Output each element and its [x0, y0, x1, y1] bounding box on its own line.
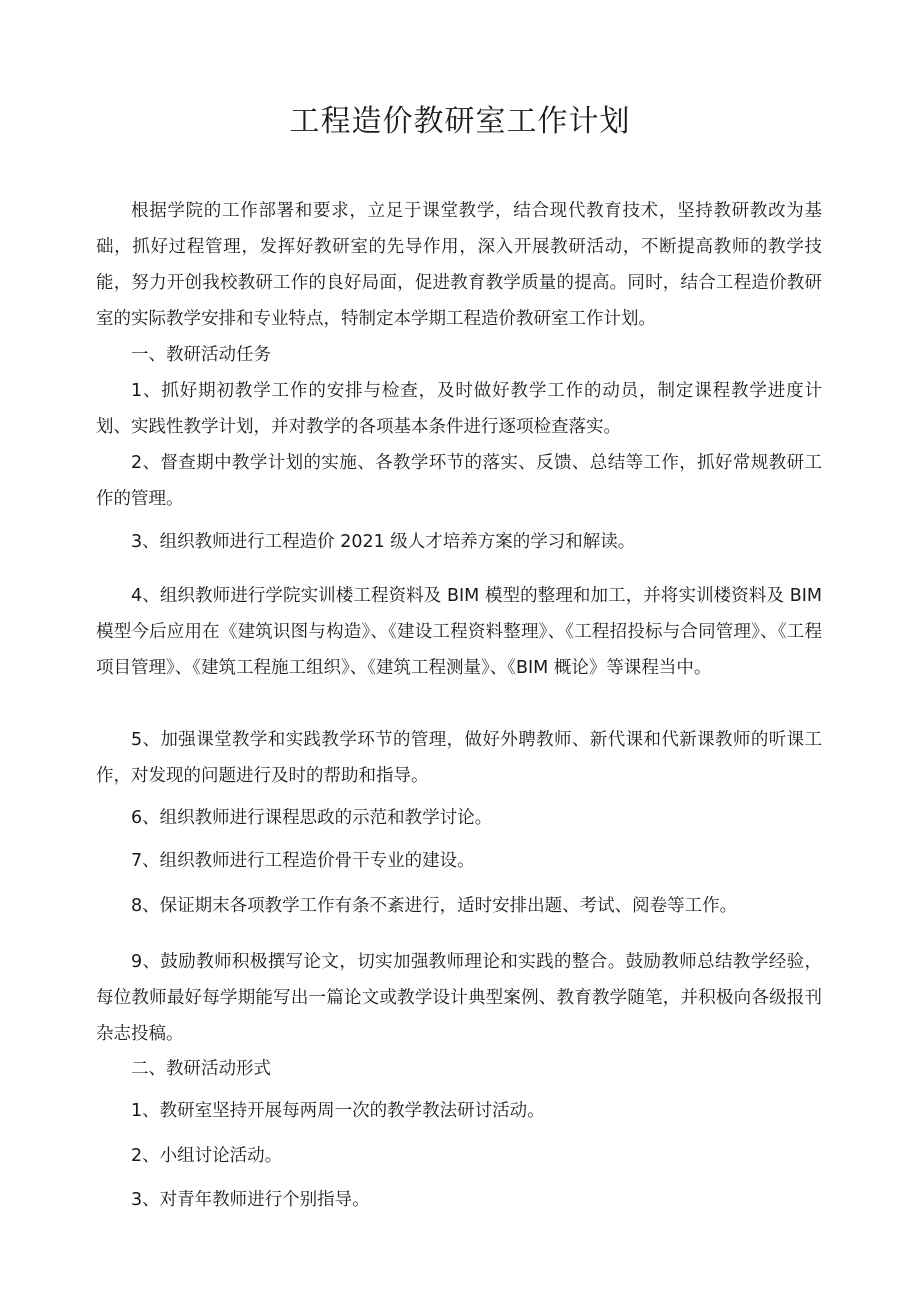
- section-1-item-5: 5、加强课堂教学和实践教学环节的管理，做好外聘教师、新代课和代新课教师的听课工作，对发现的问题进行及时的帮助和指导。: [96, 730, 822, 786]
- section-1-item-1: 1、抓好期初教学工作的安排与检查，及时做好教学工作的动员，制定课程教学进度计划、实践性教学计划，并对教学的各项基本条件进行逐项检查落实。: [96, 381, 822, 437]
- section-2-item-3: 3、对青年教师进行个别指导。: [131, 1190, 370, 1210]
- section-1-item-7: 7、组织教师进行工程造价骨干专业的建设。: [131, 851, 475, 871]
- section-1-item-8: 8、保证期末各项教学工作有条不紊进行，适时安排出题、考试、阅卷等工作。: [131, 896, 738, 916]
- intro-paragraph: 根据学院的工作部署和要求，立足于课堂教学，结合现代教育技术，坚持教研教改为基础，抓好过程管理，发挥好教研室的先导作用，深入开展教研活动，不断提高教师的教学技能，努力开创我校教研工作的良好局面，促进教育教学质量的提高。同时，结合工程造价教研室的实际教学安排和专业特点，特制定本学期工程造价教研室工作计划。: [96, 201, 822, 329]
- section-1-item-4: 4、组织教师进行学院实训楼工程资料及 BIM 模型的整理和加工，并将实训楼资料及 BIM 模型今后应用在《建筑识图与构造》、《建设工程资料整理》、《工程招投标与合同管理》、《工程项目管理》、《建筑工程施工组织》、《建筑工程测量》、《BIM 概论》等课程当中。: [96, 586, 822, 678]
- section-2-item-2: 2、小组讨论活动。: [131, 1146, 283, 1166]
- section-1-item-2: 2、督查期中教学计划的实施、各教学环节的落实、反馈、总结等工作，抓好常规教研工作的管理。: [96, 453, 822, 509]
- document-title: 工程造价教研室工作计划: [289, 104, 631, 139]
- section-1-heading: 一、教研活动任务: [131, 345, 271, 365]
- section-1-item-3: 3、组织教师进行工程造价 2021 级人才培养方案的学习和解读。: [131, 532, 636, 552]
- section-2-item-1: 1、教研室坚持开展每两周一次的教学教法研讨活动。: [131, 1101, 545, 1121]
- section-1-item-6: 6、组织教师进行课程思政的示范和教学讨论。: [131, 808, 493, 828]
- section-1-item-9: 9、鼓励教师积极撰写论文，切实加强教师理论和实践的整合。鼓励教师总结教学经验，每位教师最好每学期能写出一篇论文或教学设计典型案例、教育教学随笔，并积极向各级报刊杂志投稿。: [96, 952, 822, 1044]
- section-2-heading: 二、教研活动形式: [131, 1059, 271, 1079]
